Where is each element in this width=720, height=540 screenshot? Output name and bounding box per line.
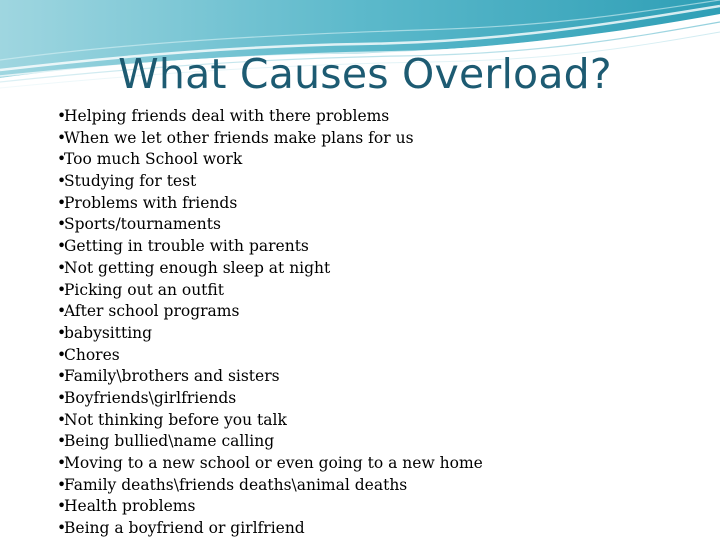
bullet-text: Studying for test [64,172,197,191]
bullet-dot: • [57,475,67,494]
bullet-item [57,149,483,171]
bullet-text: babysitting [64,323,153,342]
bullet-text: When we let other friends make plans for us [64,128,414,147]
bullet-dot: • [57,215,67,234]
bullet-item [57,280,483,302]
bullet-item [57,518,483,540]
bullet-text: Getting in trouble with parents [64,237,309,256]
bullet-text: Problems with friends [64,193,238,212]
bullet-item [57,171,483,193]
bullet-item [57,388,483,410]
bullet-item [57,345,483,367]
bullet-dot: • [57,237,67,256]
bullet-item [57,128,483,150]
bullet-item [57,214,483,236]
bullet-dot: • [57,497,67,516]
bullet-dot: • [57,454,67,472]
bullet-text: Sports/tournaments [64,215,221,234]
bullet-item [57,258,483,280]
bullet-dot: • [57,410,67,429]
bullet-item [57,366,483,388]
bullet-text: Boyfriends\girlfriends [64,388,237,407]
bullet-text: Not getting enough sleep at night [64,258,331,277]
bullet-item [57,431,483,453]
bullet-text: Too much School work [64,150,243,169]
bullet-dot: • [57,172,67,191]
bullet-item [57,301,483,323]
bullet-dot: • [57,258,67,277]
bullet-dot: • [57,345,67,364]
bullet-dot: • [57,150,67,169]
bullet-text: Health problems [64,497,196,516]
bullet-text: Helping friends deal with there problems [64,107,390,125]
bullet-text: Being bullied\name calling [64,432,275,451]
bullet-dot: • [57,128,67,147]
bullet-list [57,106,483,540]
bullet-dot: • [57,519,67,538]
slide-title: What Causes Overload? [118,50,612,98]
bullet-dot: • [57,193,67,212]
bullet-item [57,106,483,128]
bullet-text: Not thinking before you talk [64,410,287,429]
bullet-text: Picking out an outfit [64,280,224,299]
bullet-item [57,193,483,215]
bullet-dot: • [57,302,67,321]
bullet-dot: • [57,280,67,299]
bullet-item [57,475,483,497]
bullet-text: Family\brothers and sisters [64,367,280,386]
bullet-item [57,453,483,475]
bullet-dot: • [57,323,67,342]
bullet-dot: • [57,432,67,451]
bullet-text: Chores [64,345,120,364]
bullet-text: Being a boyfriend or girlfriend [64,519,305,538]
bullet-item [57,323,483,345]
bullet-text: After school programs [64,302,240,321]
bullet-item [57,496,483,518]
bullet-item [57,410,483,432]
bullet-dot: • [57,388,67,407]
bullet-dot: • [57,107,67,125]
bullet-text: Moving to a new school or even going to a new home [64,454,483,472]
bullet-dot: • [57,367,67,386]
bullet-text: Family deaths\friends deaths\animal deaths [64,475,408,494]
bullet-item [57,236,483,258]
